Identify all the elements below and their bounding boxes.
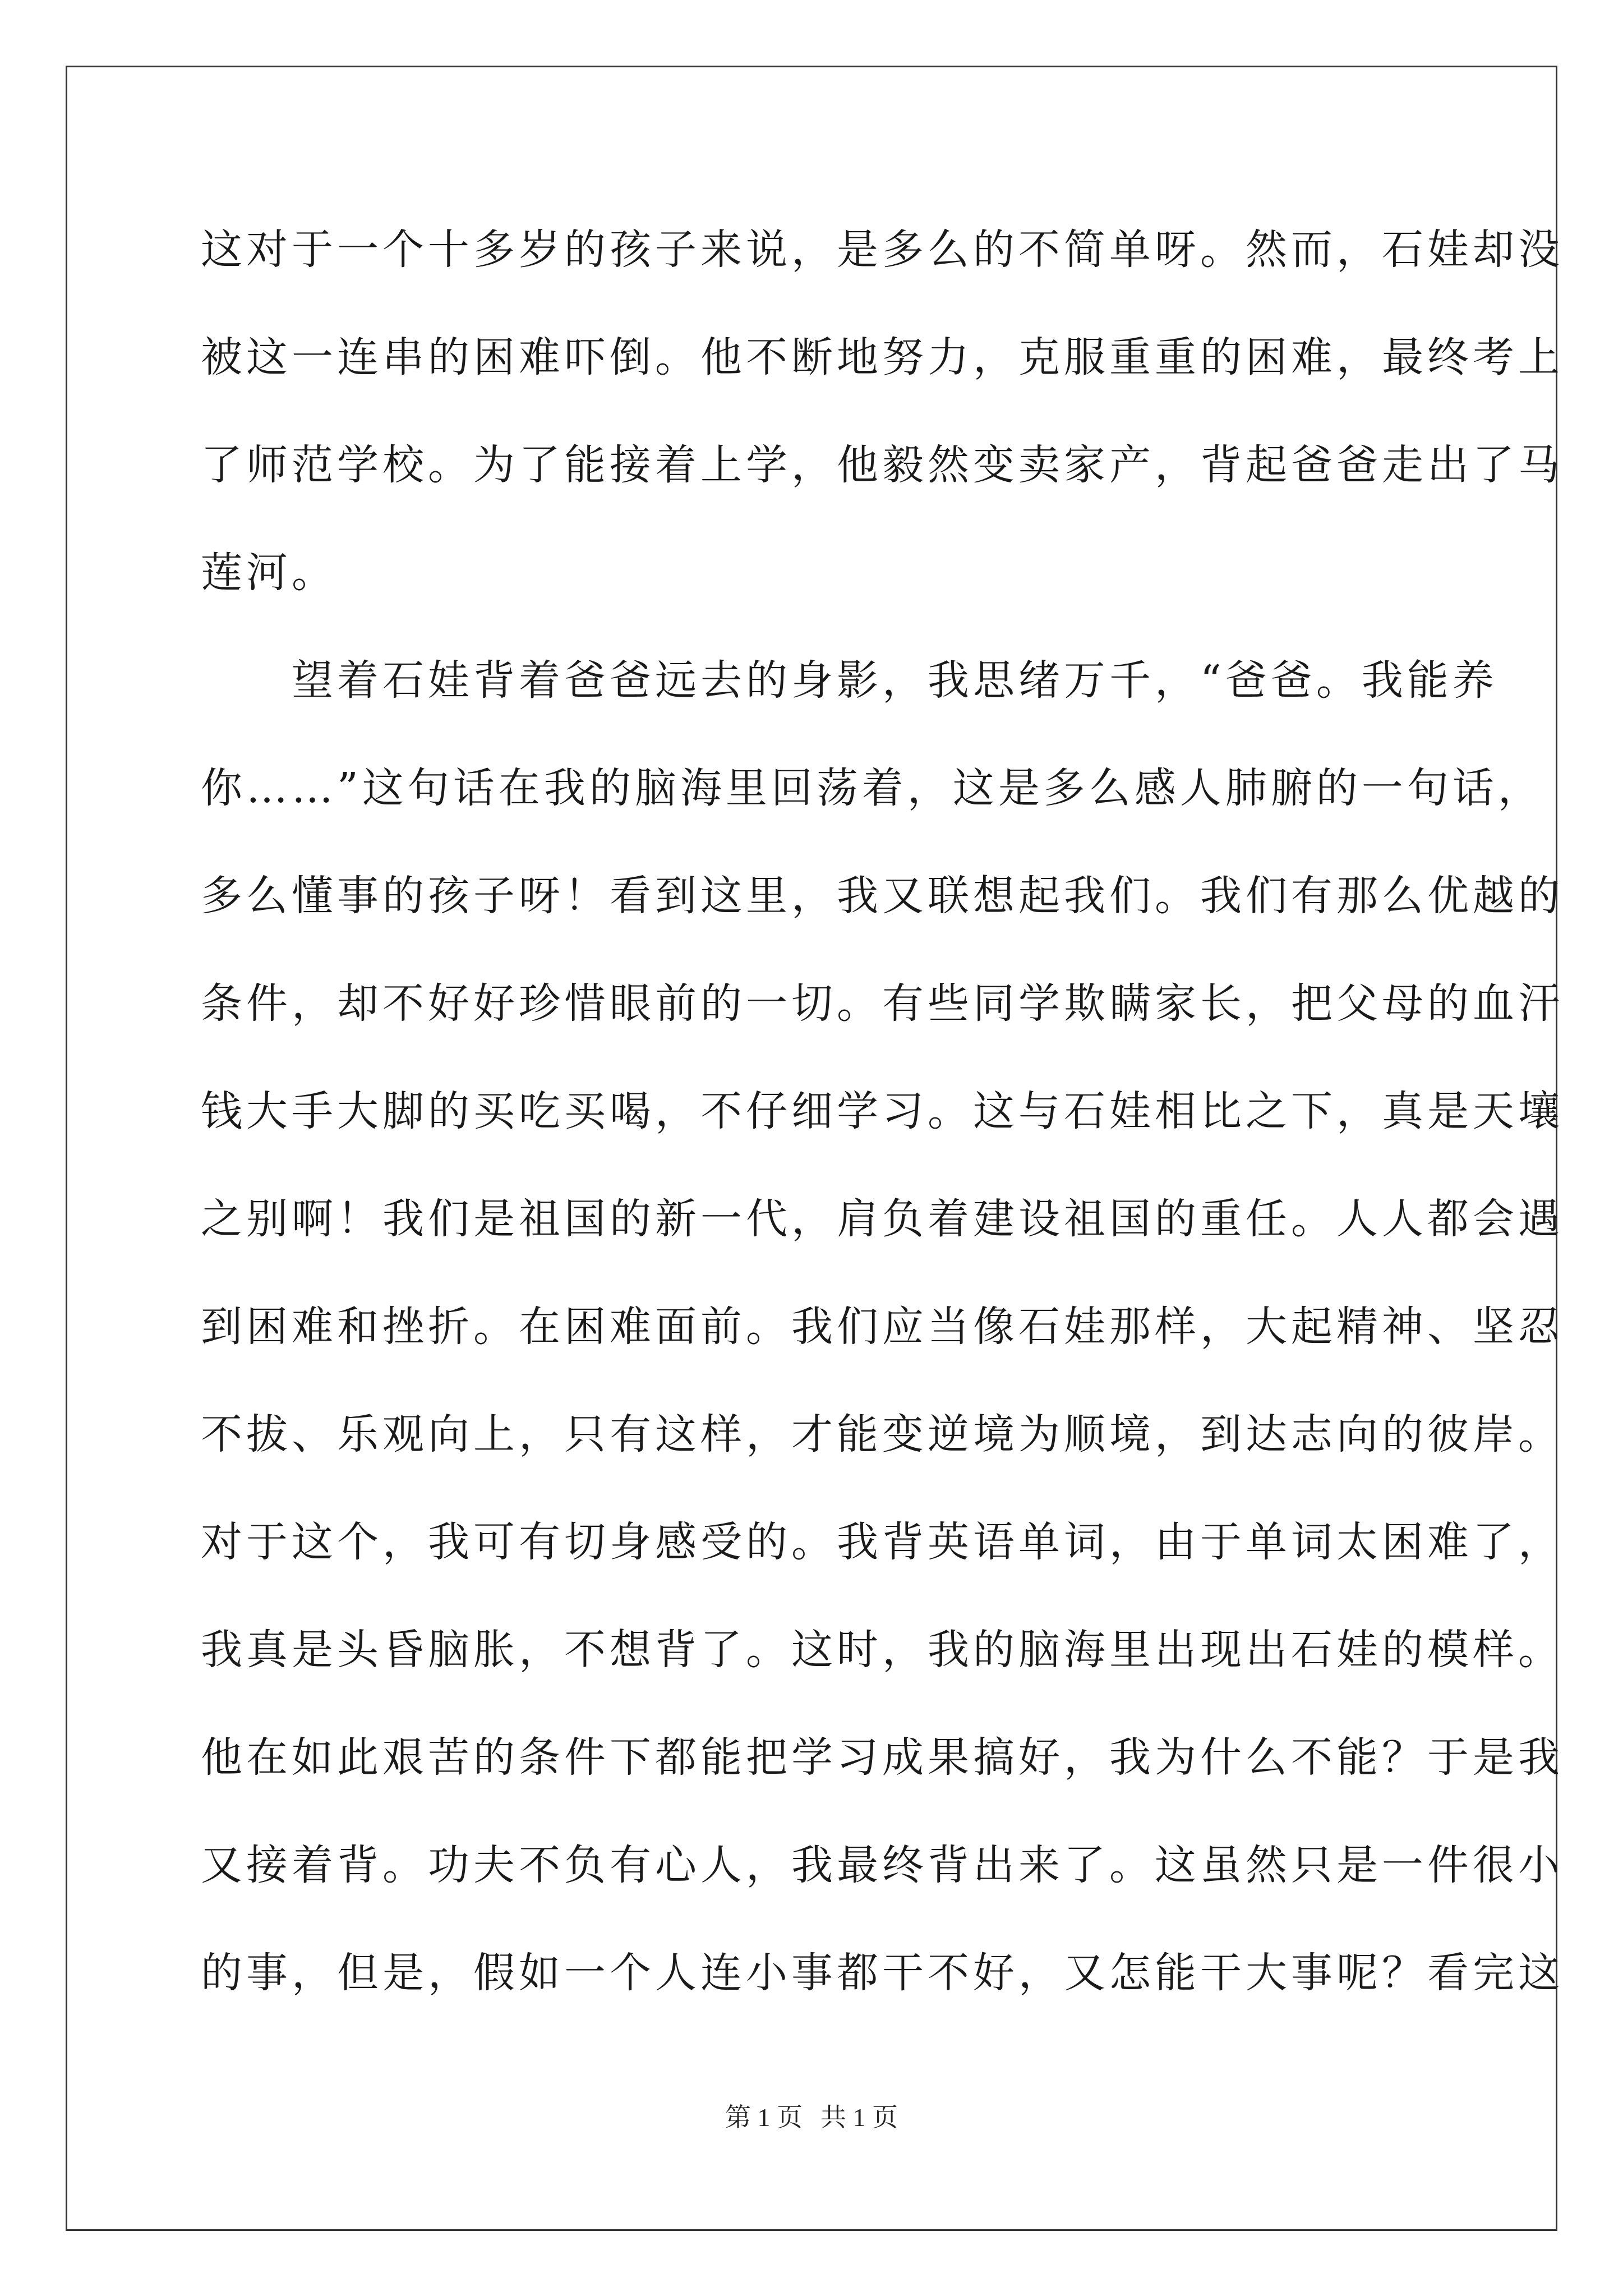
text-line: 望着石娃背着爸爸远去的身影，我思绪万千，“爸爸。我能养 xyxy=(201,656,1498,705)
page-number-current: 第 1 页 xyxy=(725,2103,803,2132)
page-number-total: 共 1 页 xyxy=(820,2103,898,2132)
text-line: 了师范学校。为了能接着上学，他毅然变卖家产，背起爸爸走出了马 xyxy=(201,441,1564,489)
text-line: 他在如此艰苦的条件下都能把学习成果搞好，我为什么不能？于是我 xyxy=(201,1733,1564,1782)
text-line: 对于这个，我可有切身感受的。我背英语单词，由于单词太困难了， xyxy=(201,1518,1564,1566)
text-line: 之别啊！我们是祖国的新一代，肩负着建设祖国的重任。人人都会遇 xyxy=(201,1195,1564,1243)
text-line: 这对于一个十多岁的孩子来说，是多么的不简单呀。然而，石娃却没 xyxy=(201,226,1564,274)
text-line: 我真是头昏脑胀，不想背了。这时，我的脑海里出现出石娃的模样。 xyxy=(201,1626,1564,1674)
document-body xyxy=(201,216,1564,2047)
text-line: 条件，却不好好珍惜眼前的一切。有些同学欺瞒家长，把父母的血汗 xyxy=(201,979,1564,1028)
text-line: 的事，但是，假如一个人连小事都干不好，又怎能干大事呢？看完这 xyxy=(201,1949,1564,1997)
text-line: 莲河。 xyxy=(201,549,337,597)
text-line: 到困难和挫折。在困难面前。我们应当像石娃那样，大起精神、坚忍 xyxy=(201,1303,1564,1351)
text-line: 被这一连串的困难吓倒。他不断地努力，克服重重的困难，最终考上 xyxy=(201,333,1564,381)
text-line: 钱大手大脚的买吃买喝，不仔细学习。这与石娃相比之下，真是天壤 xyxy=(201,1087,1564,1135)
page-footer xyxy=(0,2101,1623,2134)
text-line: 又接着背。功夫不负有心人，我最终背出来了。这虽然只是一件很小 xyxy=(201,1841,1564,1889)
text-line: 不拔、乐观向上，只有这样，才能变逆境为顺境，到达志向的彼岸。 xyxy=(201,1410,1564,1458)
text-line: 你……”这句话在我的脑海里回荡着，这是多么感人肺腑的一句话， xyxy=(201,764,1543,812)
text-line: 多么懂事的孩子呀！看到这里，我又联想起我们。我们有那么优越的 xyxy=(201,872,1564,920)
